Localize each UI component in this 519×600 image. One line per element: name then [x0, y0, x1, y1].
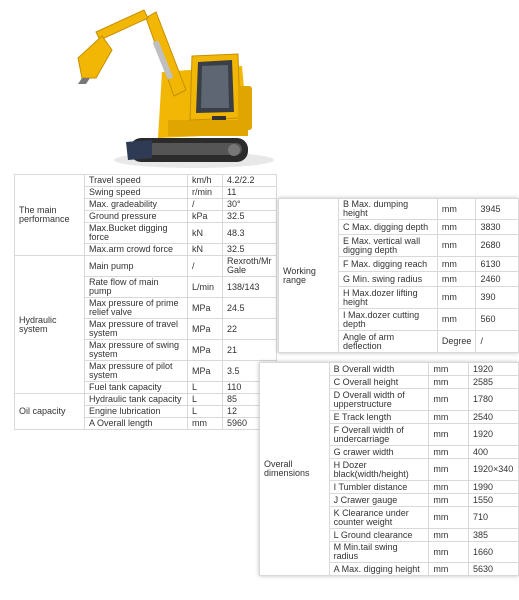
group-label: The main performance	[15, 175, 85, 256]
spec-value: 32.5	[223, 211, 277, 223]
spec-item: G crawer width	[329, 446, 429, 459]
spec-value: Rexroth/Mr Gale	[223, 256, 277, 277]
spec-unit: L/min	[188, 277, 223, 298]
spec-value: 1920	[468, 424, 518, 446]
spec-item: Travel speed	[85, 175, 188, 187]
spec-item: Hydraulic tank capacity	[85, 394, 188, 406]
spec-unit: mm	[429, 459, 469, 481]
spec-item: E Max. vertical wall digging depth	[339, 235, 438, 257]
spec-unit: mm	[429, 376, 469, 389]
spec-item: Main pump	[85, 256, 188, 277]
spec-unit: mm	[437, 257, 476, 272]
spec-unit: kPa	[188, 211, 223, 223]
spec-item: Swing speed	[85, 187, 188, 199]
spec-item: Max pressure of prime relief valve	[85, 298, 188, 319]
spec-unit: mm	[437, 220, 476, 235]
spec-value: 1780	[468, 389, 518, 411]
spec-unit: L	[188, 382, 223, 394]
spec-value: 5960	[223, 418, 277, 430]
spec-value: 400	[468, 446, 518, 459]
spec-unit: MPa	[188, 340, 223, 361]
spec-item: Rate flow of main pump	[85, 277, 188, 298]
spec-unit: MPa	[188, 361, 223, 382]
spec-unit: mm	[429, 563, 469, 576]
spec-unit: mm	[429, 389, 469, 411]
spec-value: 560	[476, 309, 519, 331]
spec-unit: L	[188, 406, 223, 418]
spec-value: 3945	[476, 199, 519, 220]
spec-value: 21	[223, 340, 277, 361]
spec-unit: mm	[437, 199, 476, 220]
spec-item: Max pressure of pilot system	[85, 361, 188, 382]
spec-item: F Overall width of undercarriage	[329, 424, 429, 446]
spec-item: L Ground clearance	[329, 529, 429, 542]
spec-item: Engine lubrication	[85, 406, 188, 418]
spec-unit: mm	[437, 309, 476, 331]
spec-item: H Dozer black(width/height)	[329, 459, 429, 481]
spec-item: I Max.dozer cutting depth	[339, 309, 438, 331]
spec-item: Max pressure of swing system	[85, 340, 188, 361]
spec-unit: mm	[429, 481, 469, 494]
spec-unit: Degree	[437, 331, 476, 353]
spec-unit: /	[188, 256, 223, 277]
spec-value: 11	[223, 187, 277, 199]
spec-value: 22	[223, 319, 277, 340]
group-label: Working range	[279, 199, 339, 353]
spec-unit: mm	[429, 411, 469, 424]
spec-unit: mm	[429, 363, 469, 376]
table-row	[260, 363, 519, 376]
spec-table-performance	[14, 174, 277, 430]
spec-unit: mm	[429, 542, 469, 563]
spec-value: 390	[476, 287, 519, 309]
spec-item: Ground pressure	[85, 211, 188, 223]
table-row	[15, 175, 277, 187]
spec-value: 2585	[468, 376, 518, 389]
spec-unit: r/min	[188, 187, 223, 199]
spec-unit: /	[188, 199, 223, 211]
excavator-photo	[34, 0, 278, 172]
table-row	[15, 256, 277, 277]
spec-value: 1920	[468, 363, 518, 376]
spec-value: 2680	[476, 235, 519, 257]
spec-value: 710	[468, 507, 518, 529]
spec-item: K Clearance under counter weight	[329, 507, 429, 529]
spec-value: 1990	[468, 481, 518, 494]
spec-value: 110	[223, 382, 277, 394]
spec-value: 1920×340	[468, 459, 518, 481]
spec-value: 32.5	[223, 244, 277, 256]
spec-item: B Overall width	[329, 363, 429, 376]
spec-unit: kN	[188, 223, 223, 244]
spec-table-working-range	[278, 198, 519, 353]
spec-item: H Max.dozer lifting height	[339, 287, 438, 309]
spec-unit: mm	[429, 494, 469, 507]
spec-value: 138/143	[223, 277, 277, 298]
spec-unit: MPa	[188, 298, 223, 319]
spec-value: 5630	[468, 563, 518, 576]
spec-value: 30°	[223, 199, 277, 211]
excavator-illustration	[34, 0, 278, 172]
spec-value: 48.3	[223, 223, 277, 244]
spec-table-overall-dimensions	[259, 362, 519, 576]
spec-value: 24.5	[223, 298, 277, 319]
spec-item: C Overall height	[329, 376, 429, 389]
table-row	[279, 199, 519, 220]
spec-value: 12	[223, 406, 277, 418]
spec-item: Fuel tank capacity	[85, 382, 188, 394]
spec-unit: mm	[188, 418, 223, 430]
spec-item: Max.Bucket digging force	[85, 223, 188, 244]
spec-value: 385	[468, 529, 518, 542]
spec-item: Angle of arm deflection	[339, 331, 438, 353]
spec-unit: mm	[429, 424, 469, 446]
spec-item: F Max. digging reach	[339, 257, 438, 272]
spec-unit: km/h	[188, 175, 223, 187]
spec-value: 4.2/2.2	[223, 175, 277, 187]
spec-unit: mm	[429, 529, 469, 542]
spec-item: Max pressure of travel system	[85, 319, 188, 340]
spec-value: 3.5	[223, 361, 277, 382]
spec-unit: kN	[188, 244, 223, 256]
spec-item: Max. gradeability	[85, 199, 188, 211]
spec-item: I Tumbler distance	[329, 481, 429, 494]
spec-value: 2460	[476, 272, 519, 287]
spec-value: 1550	[468, 494, 518, 507]
spec-value: /	[476, 331, 519, 353]
group-label: Overall dimensions	[260, 363, 330, 576]
spec-item: Max.arm crowd force	[85, 244, 188, 256]
spec-unit: mm	[429, 446, 469, 459]
spec-unit: L	[188, 394, 223, 406]
spec-value: 85	[223, 394, 277, 406]
spec-value: 3830	[476, 220, 519, 235]
group-label: Hydraulic system	[15, 256, 85, 394]
spec-unit: mm	[437, 235, 476, 257]
group-label: Oil capacity	[15, 394, 85, 430]
spec-item: C Max. digging depth	[339, 220, 438, 235]
table-row	[15, 394, 277, 406]
spec-value: 2540	[468, 411, 518, 424]
spec-item: J Crawer gauge	[329, 494, 429, 507]
spec-item: D Overall width of upperstructure	[329, 389, 429, 411]
spec-item: E Track length	[329, 411, 429, 424]
spec-value: 6130	[476, 257, 519, 272]
spec-value: 1660	[468, 542, 518, 563]
spec-item: B Max. dumping height	[339, 199, 438, 220]
spec-item: M Min.tail swing radius	[329, 542, 429, 563]
spec-item: A Overall length	[85, 418, 188, 430]
spec-unit: MPa	[188, 319, 223, 340]
spec-unit: mm	[437, 287, 476, 309]
spec-item: G Min. swing radius	[339, 272, 438, 287]
spec-unit: mm	[437, 272, 476, 287]
spec-item: A Max. digging height	[329, 563, 429, 576]
spec-unit: mm	[429, 507, 469, 529]
